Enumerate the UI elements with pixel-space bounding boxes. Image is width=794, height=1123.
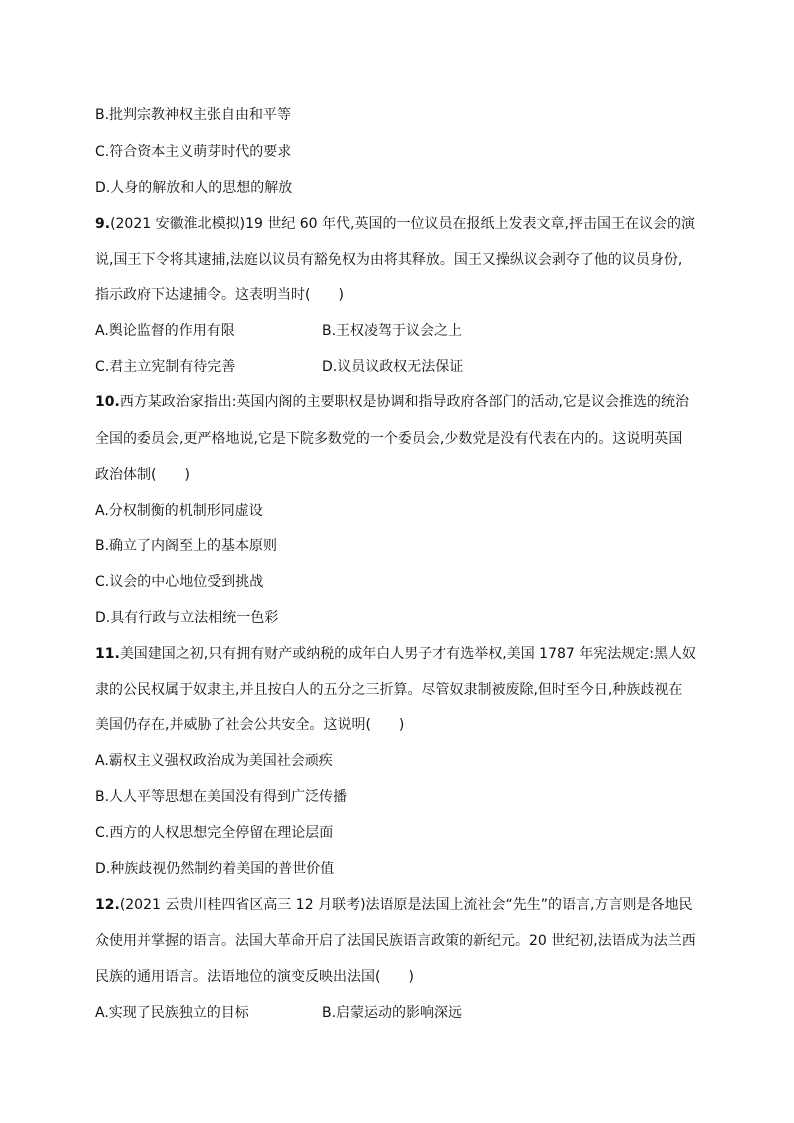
q8-option-d: D.人身的解放和人的思想的解放 bbox=[95, 180, 293, 196]
q12-stem-line-3: 民族的通用语言。法语地位的演变反映出法国( ) bbox=[95, 969, 414, 985]
q10-text-1: 西方某政治家指出:英国内阁的主要职权是协调和指导政府各部门的活动,它是议会推选的统治 bbox=[119, 394, 689, 410]
q10-option-c: C.议会的中心地位受到挑战 bbox=[95, 574, 264, 590]
q9-option-c: C.君主立宪制有待完善 bbox=[95, 359, 236, 375]
q8-option-c: C.符合资本主义萌芽时代的要求 bbox=[95, 144, 292, 160]
q10-option-d: D.具有行政与立法相统一色彩 bbox=[95, 610, 279, 626]
q10-option-b: B.确立了内阁至上的基本原则 bbox=[95, 538, 278, 554]
q10-number: 10. bbox=[95, 394, 120, 410]
q12-text-1: (2021 云贵川桂四省区高三 12 月联考)法语原是法国上流社会“先生”的语言,方言则是各地民 bbox=[119, 897, 693, 913]
q11-option-d: D.种族歧视仍然制约着美国的普世价值 bbox=[95, 861, 335, 877]
q12-number: 12. bbox=[95, 897, 120, 913]
q11-number: 11. bbox=[95, 646, 120, 662]
q12-stem-line-2: 众使用并掌握的语言。法国大革命开启了法国民族语言政策的新纪元。20 世纪初,法语成为法兰西 bbox=[95, 933, 696, 949]
q9-stem-line-2: 说,国王下令将其逮捕,法庭以议员有豁免权为由将其释放。国王又操纵议会剥夺了他的议员身份, bbox=[95, 252, 683, 268]
q8-option-b: B.批判宗教神权主张自由和平等 bbox=[95, 107, 292, 123]
q9-stem-line-1 bbox=[95, 215, 695, 233]
q11-option-a: A.霸权主义强权政治成为美国社会顽疾 bbox=[95, 753, 333, 769]
q11-stem-line-3: 美国仍存在,并威胁了社会公共安全。这说明( ) bbox=[95, 717, 405, 733]
q12-stem-line-1 bbox=[95, 896, 692, 914]
q9-option-a: A.舆论监督的作用有限 bbox=[95, 323, 235, 339]
q9-stem-line-3: 指示政府下达逮捕令。这表明当时( ) bbox=[95, 287, 344, 303]
q10-option-a: A.分权制衡的机制形同虚设 bbox=[95, 503, 263, 519]
q10-stem-line-2: 全国的委员会,更严格地说,它是下院多数党的一个委员会,少数党是没有代表在内的。这说明英国 bbox=[95, 431, 683, 447]
q9-number: 9. bbox=[95, 216, 111, 232]
q11-option-c: C.西方的人权思想完全停留在理论层面 bbox=[95, 825, 334, 841]
q9-text-1: (2021 安徽淮北模拟)19 世纪 60 年代,英国的一位议员在报纸上发表文章,抨击国王在议会的演 bbox=[110, 216, 695, 232]
q11-option-b: B.人人平等思想在美国没有得到广泛传播 bbox=[95, 789, 348, 805]
q10-stem-line-3: 政治体制( ) bbox=[95, 467, 190, 483]
q12-option-a: A.实现了民族独立的目标 bbox=[95, 1005, 249, 1021]
q10-stem-line-1 bbox=[95, 393, 689, 411]
q12-option-b: B.启蒙运动的影响深远 bbox=[322, 1005, 463, 1021]
q11-stem-line-1 bbox=[95, 645, 696, 663]
q9-option-d: D.议员议政权无法保证 bbox=[322, 359, 464, 375]
q9-option-b: B.王权凌驾于议会之上 bbox=[322, 323, 463, 339]
q11-stem-line-2: 隶的公民权属于奴隶主,并且按白人的五分之三折算。尽管奴隶制被废除,但时至今日,种族歧视在 bbox=[95, 682, 683, 698]
q11-text-1: 美国建国之初,只有拥有财产或纳税的成年白人男子才有选举权,美国 1787 年宪法规定:黑人奴 bbox=[119, 646, 696, 662]
